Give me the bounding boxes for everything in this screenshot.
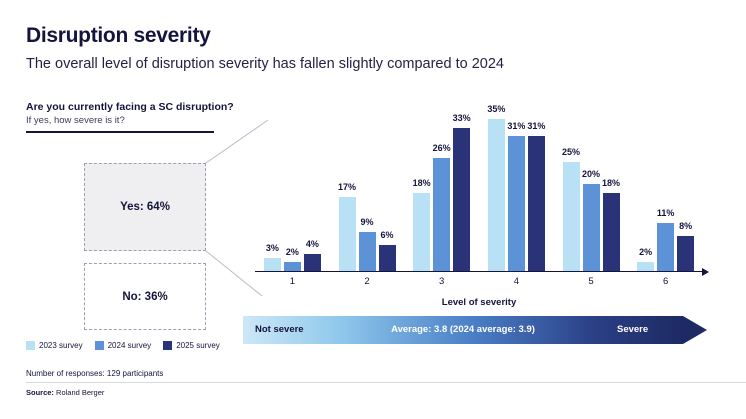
x-axis-arrow-icon: [702, 268, 709, 276]
bar-slot: [563, 106, 580, 271]
bar-value-label: 26%: [432, 143, 451, 154]
x-tick-labels: [255, 276, 703, 290]
bar-group: [628, 106, 703, 271]
bar-slot: [603, 106, 620, 271]
bar-value-label: 18%: [602, 177, 621, 188]
chart-legend: [26, 341, 220, 350]
page-title: Disruption severity: [26, 24, 211, 47]
x-axis-line: [255, 271, 705, 272]
bar-slot: [413, 106, 430, 271]
bar: [452, 112, 471, 271]
x-axis-title: Level of severity: [441, 297, 517, 308]
bar-value-label: 9%: [360, 216, 374, 227]
bar-slot: [637, 106, 654, 271]
severity-average-label: Average: 3.8 (2024 average: 3.9): [391, 324, 535, 335]
legend-swatch-icon: [95, 341, 104, 350]
legend-label: 2025 survey: [176, 341, 220, 350]
bar-value-label: 20%: [582, 169, 601, 180]
page-subtitle: The overall level of disruption severity has fallen slightly compared to 2024: [26, 56, 504, 72]
legend-swatch-icon: [26, 341, 35, 350]
bar-slot: [488, 106, 505, 271]
x-tick-label: 2: [364, 276, 370, 287]
bar-value-label: 2%: [285, 247, 299, 258]
bar-slot: [264, 106, 281, 271]
responses-note: Number of responses: 129 participants: [26, 369, 164, 378]
bar-slot: [677, 106, 694, 271]
bar: [527, 121, 546, 271]
no-box-label: No: 36%: [122, 290, 168, 303]
bar-slot: [453, 106, 470, 271]
bar-slot: [528, 106, 545, 271]
bar: [284, 247, 301, 271]
severity-scale: [243, 316, 708, 344]
source-label: Source:: [26, 388, 54, 397]
source-note: [26, 388, 104, 397]
bar-slot: [304, 106, 321, 271]
bar-group: [404, 106, 479, 271]
bar-slot: [583, 106, 600, 271]
bar: [379, 229, 396, 271]
bar-value-label: 2%: [639, 247, 653, 258]
bar: [359, 216, 376, 271]
legend-label: 2024 survey: [107, 341, 152, 350]
x-tick-label: 4: [513, 276, 519, 287]
bar-slot: [339, 106, 356, 271]
footer-divider: [26, 382, 746, 383]
source-value: Roland Berger: [56, 388, 105, 397]
legend-item: [26, 341, 83, 350]
bar: [412, 177, 431, 271]
no-box: [84, 263, 206, 330]
bar-value-label: 8%: [679, 221, 693, 232]
question-divider: [26, 131, 214, 133]
bar-value-label: 11%: [656, 208, 675, 219]
bar-value-label: 25%: [562, 147, 581, 158]
bar-value-label: 18%: [412, 177, 431, 188]
bar-group: [554, 106, 629, 271]
bar: [337, 182, 357, 271]
legend-label: 2023 survey: [39, 341, 83, 350]
bar-group: [255, 106, 330, 271]
yes-box: [84, 163, 206, 251]
bar: [656, 208, 675, 271]
severity-arrow-icon: [683, 316, 707, 344]
bar-group: [330, 106, 405, 271]
bar: [264, 242, 281, 271]
yes-box-label: Yes: 64%: [120, 201, 170, 213]
x-tick-label: 5: [588, 276, 594, 287]
bar-value-label: 35%: [487, 104, 506, 115]
bar: [602, 177, 621, 271]
bar-value-label: 17%: [337, 182, 357, 193]
bar-slot: [657, 106, 674, 271]
bar-slot: [433, 106, 450, 271]
bar-value-label: 31%: [507, 121, 526, 132]
bar: [562, 147, 581, 271]
severity-bar-chart: [243, 96, 708, 308]
bar-slot: [508, 106, 525, 271]
question-sub: If yes, how severe is it?: [26, 115, 125, 126]
bar: [507, 121, 526, 271]
legend-item: [95, 341, 152, 350]
bar-slot: [284, 106, 301, 271]
bar: [677, 221, 694, 271]
bar: [487, 104, 506, 271]
bar: [637, 247, 654, 271]
x-tick-label: 3: [439, 276, 445, 287]
x-tick-label: 1: [289, 276, 295, 287]
bar-groups: [255, 106, 703, 271]
bar: [582, 169, 601, 271]
x-tick-label: 6: [663, 276, 669, 287]
bar-slot: [359, 106, 376, 271]
legend-item: [163, 341, 220, 350]
bar-group: [479, 106, 554, 271]
question-main: Are you currently facing a SC disruption?: [26, 101, 234, 113]
bar-value-label: 3%: [265, 242, 279, 253]
bar-value-label: 4%: [305, 238, 319, 249]
bar: [304, 238, 321, 271]
severity-right-label: Severe: [617, 324, 649, 335]
bar-value-label: 33%: [452, 112, 471, 123]
legend-swatch-icon: [163, 341, 172, 350]
bar-value-label: 6%: [380, 229, 394, 240]
bar: [432, 143, 451, 271]
bar-value-label: 31%: [527, 121, 546, 132]
severity-left-label: Not severe: [255, 324, 304, 335]
bar-slot: [379, 106, 396, 271]
